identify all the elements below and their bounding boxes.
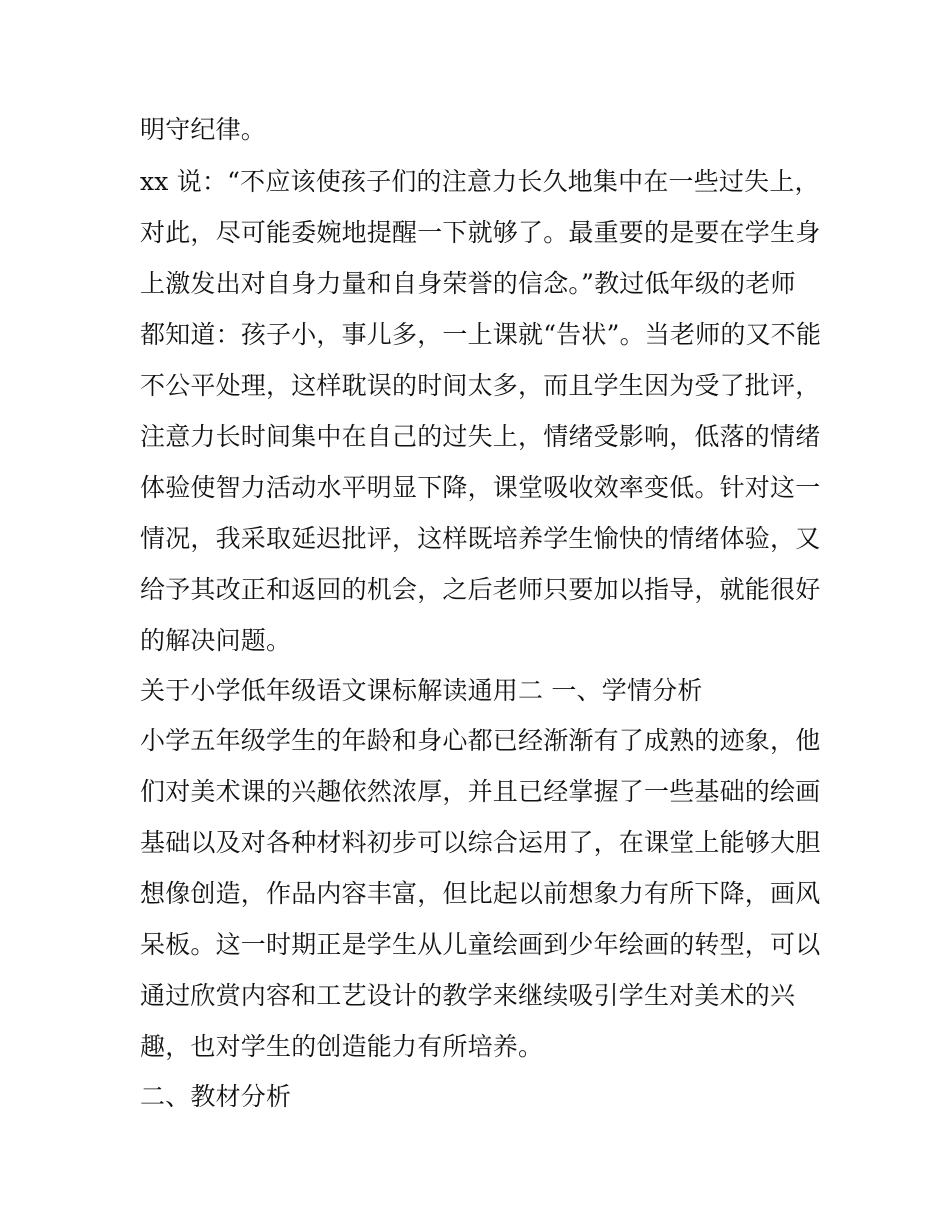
- text-line: 的解决问题。: [140, 626, 292, 655]
- text-line: 情况，我采取延迟批评，这样既培养学生愉快的情绪体验，又: [140, 524, 821, 553]
- text-line: 上激发出对自身力量和自身荣誉的信念。”教过低年级的老师: [140, 269, 796, 298]
- text-line: 对此，尽可能委婉地提醒一下就够了。最重要的是要在学生身: [140, 218, 821, 247]
- text-line: 想像创造，作品内容丰富，但比起以前想象力有所下降，画风: [140, 879, 821, 908]
- text-line: 注意力长时间集中在自己的过失上，情绪受影响，低落的情绪: [140, 422, 821, 451]
- text-line: 基础以及对各种材料初步可以综合运用了，在课堂上能够大胆: [140, 828, 821, 857]
- text-line: 不公平处理，这样耽误的时间太多，而且学生因为受了批评，: [140, 371, 821, 400]
- section-heading: 关于小学低年级语文课标解读通用二 一、学情分析: [140, 676, 703, 705]
- text-line: 小学五年级学生的年龄和身心都已经渐渐有了成熟的迹象，他: [140, 726, 821, 755]
- text-line: 呆板。这一时期正是学生从儿童绘画到少年绘画的转型，可以: [140, 930, 821, 959]
- text-line: 明守纪律。: [140, 115, 267, 144]
- section-heading: 二、教材分析: [140, 1082, 292, 1111]
- text-line: 给予其改正和返回的机会，之后老师只要加以指导，就能很好: [140, 575, 821, 604]
- text-line: 们对美术课的兴趣依然浓厚，并且已经掌握了一些基础的绘画: [140, 777, 821, 806]
- text-line: 趣，也对学生的创造能力有所培养。: [140, 1032, 544, 1061]
- text-line: xx 说：“不应该使孩子们的注意力长久地集中在一些过失上，: [140, 167, 820, 196]
- text-line: 体验使智力活动水平明显下降，课堂吸收效率变低。针对这一: [140, 473, 821, 502]
- text-line: 通过欣赏内容和工艺设计的教学来继续吸引学生对美术的兴: [140, 981, 796, 1010]
- text-line: 都知道：孩子小，事儿多，一上课就“告状”。当老师的又不能: [140, 320, 822, 349]
